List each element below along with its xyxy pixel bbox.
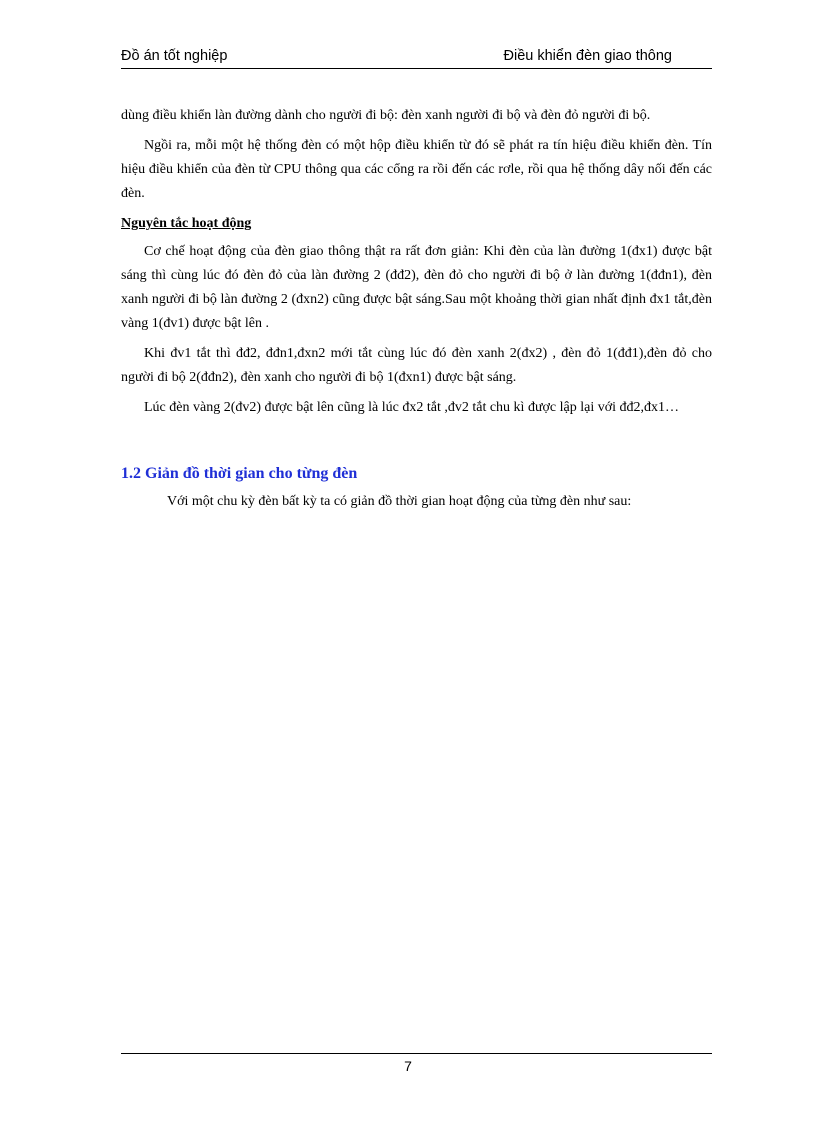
subheading-operating-principle: Nguyên tắc hoạt động [121,216,252,231]
paragraph-timing-intro: Với một chu kỳ đèn bất kỳ ta có giản đồ thời gian hoạt động của từng đèn như sau: [167,494,632,509]
page-header [121,46,712,69]
paragraph-pedestrian-lights: dùng điều khiển làn đường dành cho người đi bộ: đèn xanh người đi bộ và đèn đỏ người đi bộ. [121,108,651,123]
header-document-title: Đồ án tốt nghiệp [121,48,228,64]
paragraph-mechanism: Cơ chế hoạt động của đèn giao thông thật ra rất đơn giản: Khi đèn của làn đường 1(đx1) được bật sáng thì cùng lúc đó đèn đỏ của làn đường 2 (đđ2), đèn đỏ cho người đi bộ ở làn đường 1(đđn1), đèn xanh người đi bộ làn đường 2 (đxn2) cũng được bật sáng.Sau một khoảng thời gian nhất định đx1 tắt,đèn vàng 1(đv1) được bật lên . [121,244,712,331]
paragraph-control-box: Ngồi ra, mỗi một hệ thống đèn có một hộp điều khiển từ đó sẽ phát ra tín hiệu điều khiển đèn. Tín hiệu điều khiển của đèn từ CPU thông qua các cổng ra rồi đến các rơle, rồi qua hệ thống dây nối đến các đèn. [121,138,712,201]
paragraph-switching: Khi đv1 tắt thì đđ2, đđn1,đxn2 mới tắt cùng lúc đó đèn xanh 2(đx2) , đèn đỏ 1(đđ1),đèn đỏ cho người đi bộ 2(đđn2), đèn xanh cho người đi bộ 1(đxn1) được bật sáng. [121,346,712,385]
paragraph-cycle: Lúc đèn vàng 2(đv2) được bật lên cũng là lúc đx2 tắt ,đv2 tắt chu kì được lập lại với đđ2,đx1… [144,400,680,415]
footer-divider [121,1053,712,1054]
section-title: 1.2 Giản đồ thời gian cho từng đèn [121,465,358,482]
page-number: 7 [404,1058,412,1074]
header-chapter-title: Điều khiển đèn giao thông [503,48,672,64]
page-content [121,104,712,520]
